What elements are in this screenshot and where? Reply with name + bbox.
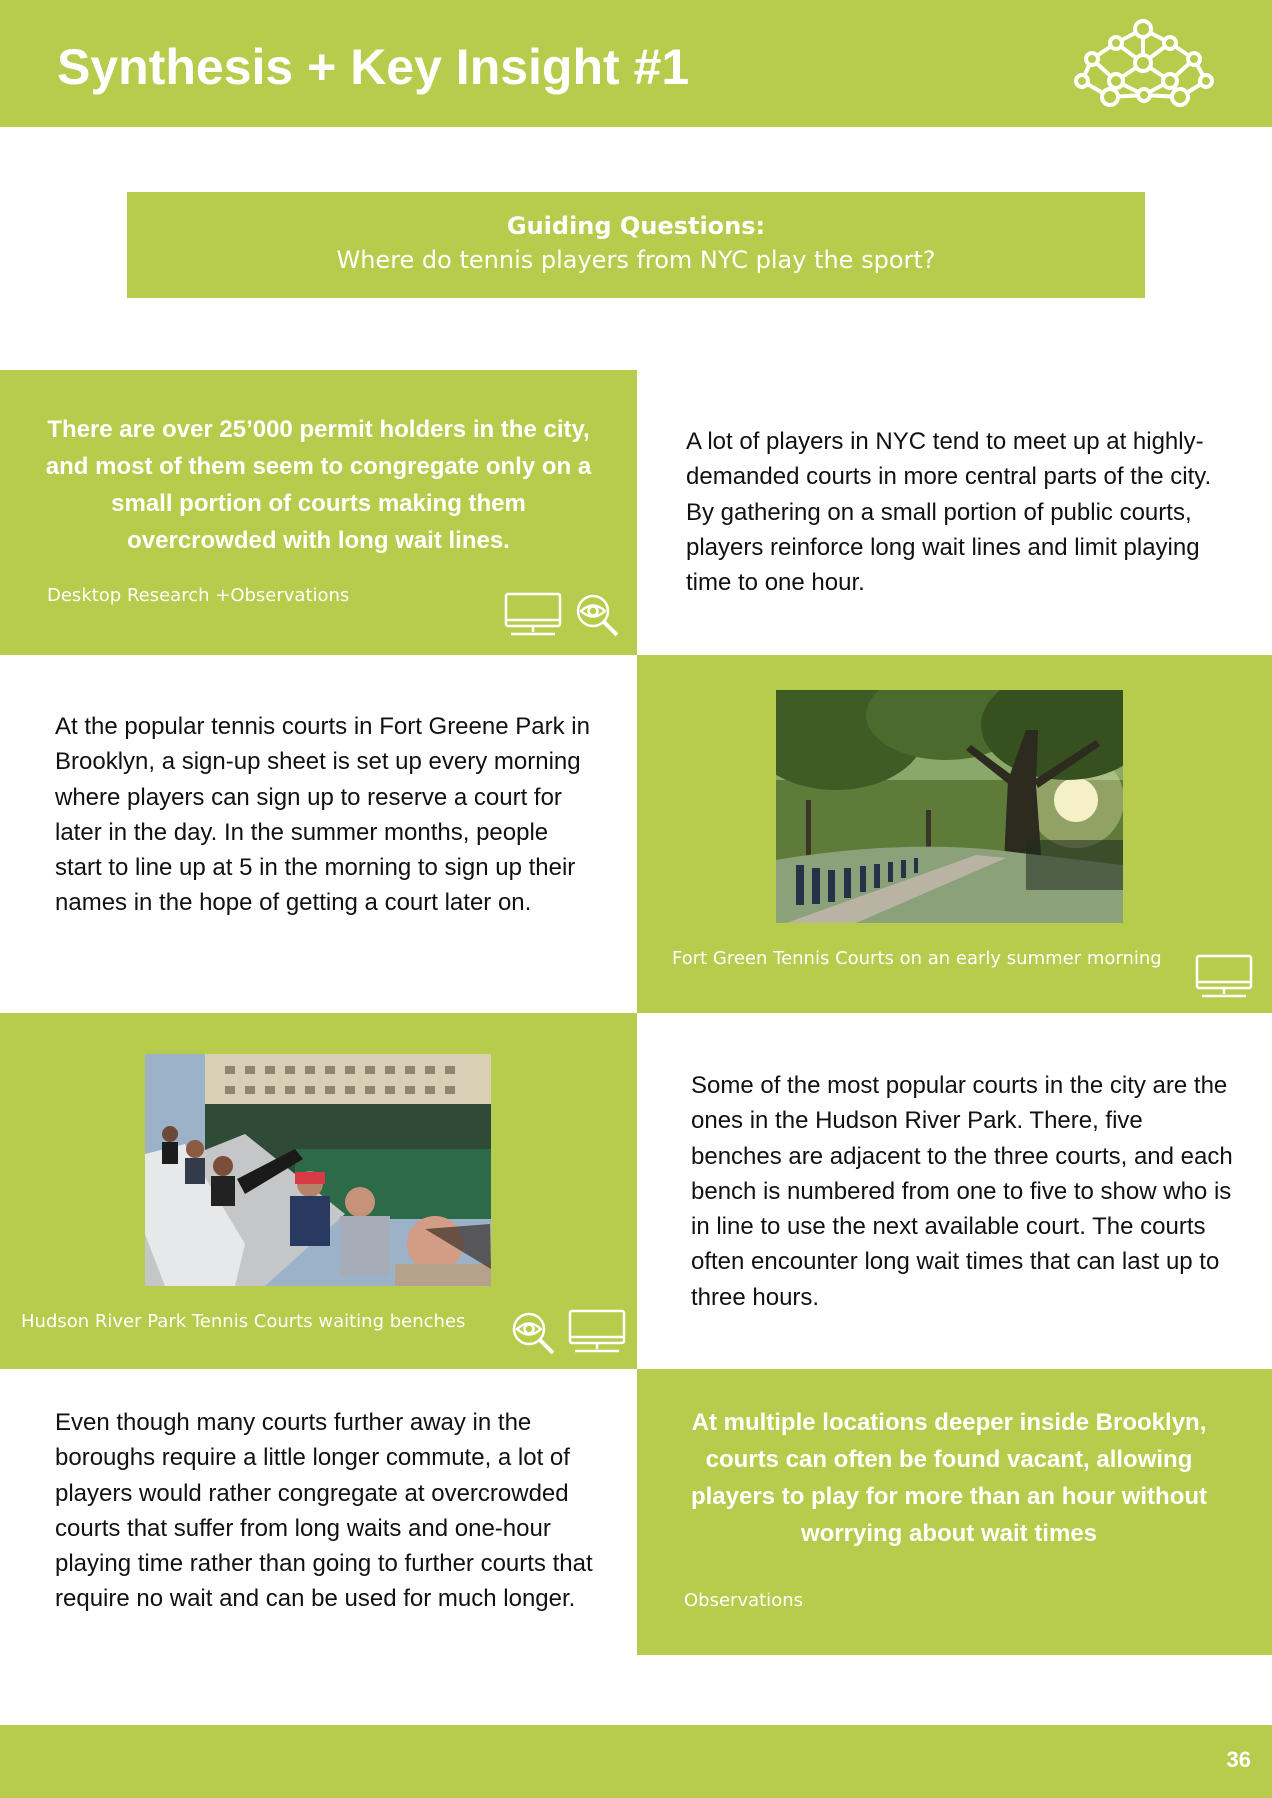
- insight-box-1: [0, 370, 637, 655]
- guiding-question: Where do tennis players from NYC play the sport?: [336, 246, 936, 274]
- guiding-questions-box: [127, 192, 1145, 298]
- insight-box-2: [637, 1369, 1272, 1655]
- eye-magnifier-icon: [574, 592, 620, 638]
- photo-box-1: [637, 655, 1272, 1013]
- insight-text-1: There are over 25’000 permit holders in the city, and most of them seem to congregate only on a small portion of courts making them overcrowded with long wait lines.: [45, 416, 592, 554]
- computer-icon: [503, 592, 563, 638]
- footer-bar: [0, 1725, 1272, 1798]
- paragraph-3: Some of the most popular courts in the city are the ones in the Hudson River Park. There, five benches are adjacent to the three courts, and each bench is numbered from one to five to show who is in line to use the next available court. The courts often encounter long wait times that can last up to three hours.: [691, 1072, 1233, 1311]
- source-label-1: Desktop Research +Observations: [47, 585, 350, 606]
- page-number: 36: [1226, 1747, 1251, 1772]
- fort-greene-photo: [776, 690, 1123, 923]
- page-title: Synthesis + Key Insight #1: [57, 39, 690, 95]
- text-box-4: [0, 1369, 637, 1655]
- photo-caption-2: Hudson River Park Tennis Courts waiting benches: [21, 1311, 466, 1332]
- text-box-1: [637, 370, 1272, 655]
- photo-caption-1: Fort Green Tennis Courts on an early summer morning: [672, 948, 1162, 969]
- network-icon: [1072, 17, 1214, 109]
- paragraph-4: Even though many courts further away in the boroughs require a little longer commute, a lot of players would rather congregate at overcrowded courts that suffer from long waits and one-hour playing time rather than going to further courts that require no wait and can be used for much longer.: [55, 1409, 593, 1613]
- computer-icon: [1194, 954, 1254, 1000]
- text-box-2: [0, 655, 637, 1013]
- source-label-2: Observations: [684, 1590, 803, 1611]
- text-box-3: [637, 1013, 1272, 1369]
- insight-text-2: At multiple locations deeper inside Brooklyn, courts can often be found vacant, allowing players to play for more than an hour without worrying about wait times: [690, 1409, 1208, 1547]
- eye-magnifier-icon: [510, 1310, 556, 1356]
- park-scene-image: [776, 690, 1123, 923]
- paragraph-1: A lot of players in NYC tend to meet up at highly-demanded courts in more central parts of the city. By gathering on a small portion of public courts, players reinforce long wait lines and limit playing time to one hour.: [686, 428, 1212, 597]
- photo-box-2: [0, 1013, 637, 1369]
- paragraph-2: At the popular tennis courts in Fort Greene Park in Brooklyn, a sign-up sheet is set up every morning where players can sign up to reserve a court for later in the day. In the summer months, people start to line up at 5 in the morning to sign up their names in the hope of getting a court later on.: [55, 713, 590, 917]
- hudson-river-photo: [145, 1054, 491, 1286]
- computer-icon: [567, 1309, 627, 1355]
- header-bar: [0, 0, 1272, 127]
- benches-scene-image: [145, 1054, 491, 1286]
- guiding-questions-title: Guiding Questions:: [506, 212, 766, 240]
